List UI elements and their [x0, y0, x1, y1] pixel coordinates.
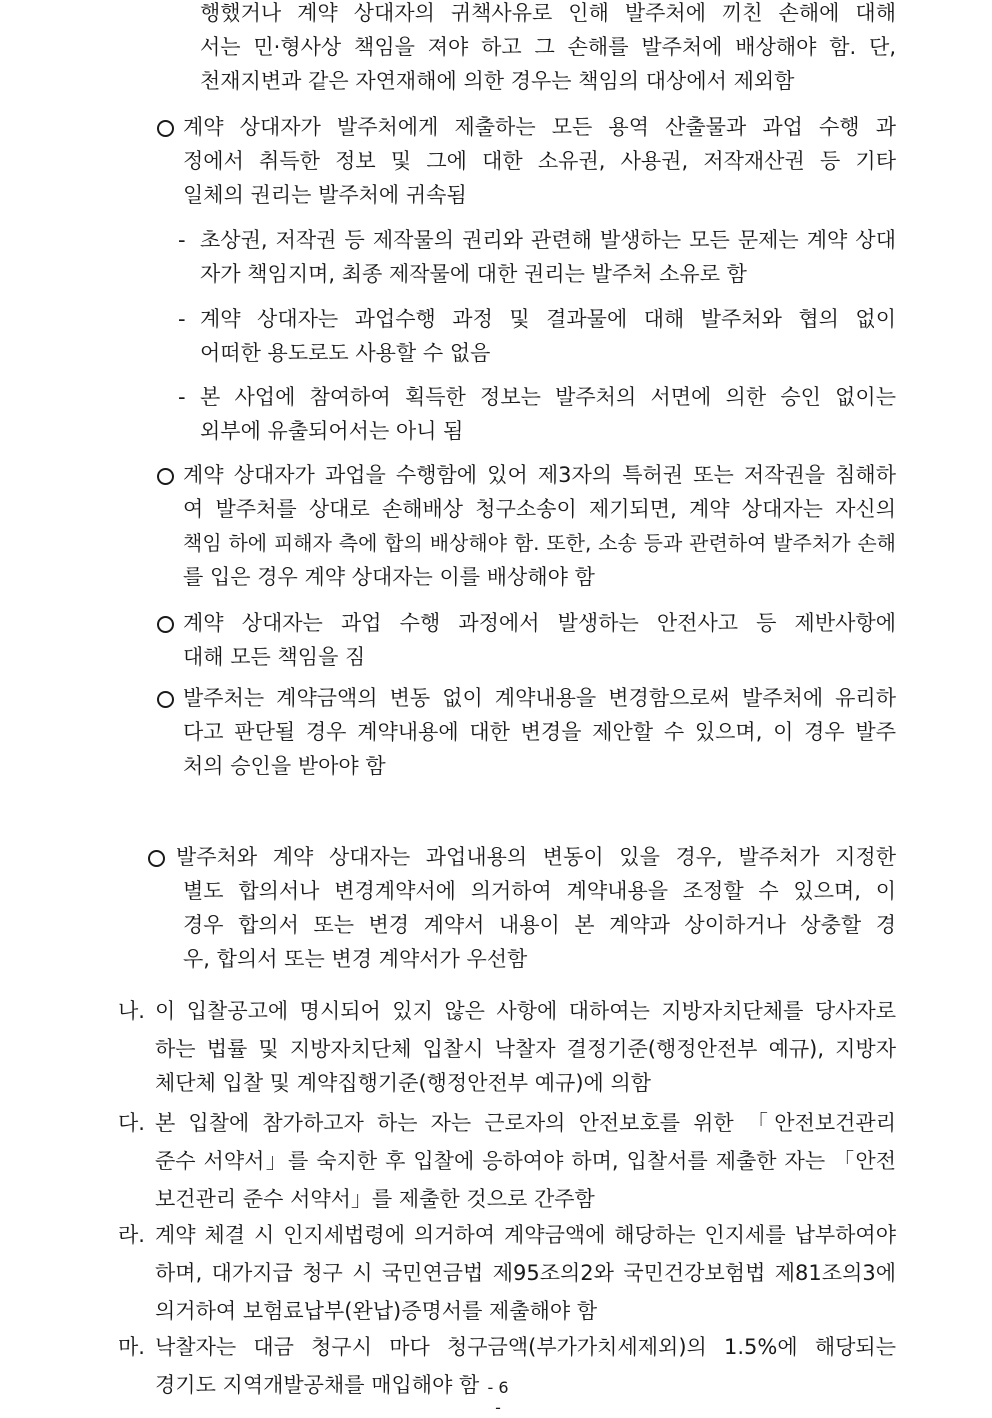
text-line: 초상권, 저작권 등 제작물의 권리와 관련해 발생하는 모든 문제는 계약 상대: [200, 228, 896, 252]
text-line: 대해 모든 책임을 짐: [183, 645, 366, 669]
text-line: 낙찰자는 대금 청구시 마다 청구금액(부가가치세제외)의 1.5%에 해당되는: [155, 1335, 896, 1359]
text-line: 계약 체결 시 인지세법령에 의거하여 계약금액에 해당하는 인지세를 납부하여야: [155, 1223, 896, 1247]
section-paragraph: [155, 1106, 896, 1216]
text-line: 하며, 대가지급 청구 시 국민연금법 제95조의2와 국민건강보험법 제81조의3에: [155, 1261, 896, 1285]
dash-marker: -: [178, 385, 186, 409]
text-line: 계약 상대자가 발주처에게 제출하는 모든 용역 산출물과 과업 수행 과: [183, 115, 896, 139]
text-line: 하는 법률 및 지방자치단체 입찰시 낙찰자 결정기준(행정안전부 예규), 지방자: [155, 1037, 896, 1061]
text-line: 계약 상대자는 과업 수행 과정에서 발생하는 안전사고 등 제반사항에: [183, 611, 896, 635]
text-line: 보건관리 준수 서약서」를 제출한 것으로 간주함: [155, 1187, 595, 1211]
bullet-circle-icon: [148, 850, 165, 867]
section-marker: 마.: [118, 1335, 145, 1359]
section-marker: 라.: [118, 1223, 145, 1247]
section-marker: 다.: [118, 1111, 145, 1135]
sub-item-paragraph: [200, 380, 896, 448]
text-line: 계약 상대자가 과업을 수행함에 있어 제3자의 특허권 또는 저작권을 침해하: [183, 463, 896, 487]
text-line: 이 입찰공고에 명시되어 있지 않은 사항에 대하여는 지방자치단체를 당사자로: [155, 999, 896, 1023]
section-paragraph: [155, 1330, 896, 1402]
text-line: 발주처는 계약금액의 변동 없이 계약내용을 변경함으로써 발주처에 유리하: [183, 686, 896, 710]
sub-item-paragraph: [200, 302, 896, 370]
text-line: 우, 합의서 또는 변경 계약서가 우선함: [183, 947, 528, 971]
text-line: 서는 민·형사상 책임을 져야 하고 그 손해를 발주처에 배상해야 함. 단,: [200, 35, 896, 59]
bullet-paragraph: [183, 681, 896, 783]
text-line: 경우 합의서 또는 변경 계약서 내용이 본 계약과 상이하거나 상충할 경: [183, 913, 896, 937]
bullet-paragraph: [183, 458, 896, 594]
dash-marker: -: [178, 228, 186, 252]
section-marker: 나.: [118, 999, 145, 1023]
bullet-paragraph: [176, 840, 896, 874]
text-line: 체단체 입찰 및 계약집행기준(행정안전부 예규)에 의함: [155, 1071, 652, 1095]
text-line: 의거하여 보험료납부(완납)증명서를 제출해야 함: [155, 1299, 598, 1323]
text-line: 처의 승인을 받아야 함: [183, 754, 386, 778]
text-line: 를 입은 경우 계약 상대자는 이를 배상해야 함: [183, 565, 595, 589]
text-line: 별도 합의서나 변경계약서에 의거하여 계약내용을 조정할 수 있으며, 이: [183, 879, 896, 903]
text-line: 어떠한 용도로도 사용할 수 없음: [200, 341, 491, 365]
text-line: 천재지변과 같은 자연재해에 의한 경우는 책임의 대상에서 제외함: [200, 69, 795, 93]
page-number: - 6 -: [487, 1378, 509, 1417]
text-line: 외부에 유출되어서는 아니 됨: [200, 419, 464, 443]
bullet-circle-icon: [157, 120, 174, 137]
bullet-paragraph: [183, 606, 896, 674]
bullet-circle-icon: [157, 691, 174, 708]
section-first-line: [155, 994, 896, 1028]
text-line: 본 사업에 참여하여 획득한 정보는 발주처의 서면에 의한 승인 없이는: [200, 385, 896, 409]
text-line: 준수 서약서」를 숙지한 후 입찰에 응하여야 하며, 입찰서를 제출한 자는 「안전: [155, 1149, 896, 1173]
dash-marker: -: [178, 307, 186, 331]
text-line: 자가 책임지며, 최종 제작물에 대한 권리는 발주처 소유로 함: [200, 262, 747, 286]
section-paragraph: [155, 1218, 896, 1328]
bullet-paragraph-continued: [183, 874, 896, 976]
text-line: 여 발주처를 상대로 손해배상 청구소송이 제기되면, 계약 상대자는 자신의: [183, 497, 896, 521]
text-line: 경기도 지역개발공채를 매입해야 함: [155, 1373, 480, 1397]
text-line: 발주처와 계약 상대자는 과업내용의 변동이 있을 경우, 발주처가 지정한: [176, 845, 896, 869]
text-line: 책임 하에 피해자 측에 합의 배상해야 함. 또한, 소송 등과 관련하여 발주처가 손해: [183, 531, 896, 555]
bullet-circle-icon: [157, 616, 174, 633]
text-line: 본 입찰에 참가하고자 하는 자는 근로자의 안전보호를 위한 「안전보건관리: [155, 1111, 896, 1135]
bullet-paragraph: [183, 110, 896, 212]
text-line: 정에서 취득한 정보 및 그에 대한 소유권, 사용권, 저작재산권 등 기타: [183, 149, 896, 173]
section-paragraph: [155, 1032, 896, 1100]
text-line: 행했거나 계약 상대자의 귀책사유로 인해 발주처에 끼친 손해에 대해: [200, 1, 896, 25]
bullet-circle-icon: [157, 468, 174, 485]
text-line: 계약 상대자는 과업수행 과정 및 결과물에 대해 발주처와 협의 없이: [200, 307, 896, 331]
text-line: 일체의 권리는 발주처에 귀속됨: [183, 183, 467, 207]
continuation-paragraph: [200, 0, 896, 98]
sub-item-paragraph: [200, 223, 896, 291]
text-line: 다고 판단될 경우 계약내용에 대한 변경을 제안할 수 있으며, 이 경우 발주: [183, 720, 896, 744]
